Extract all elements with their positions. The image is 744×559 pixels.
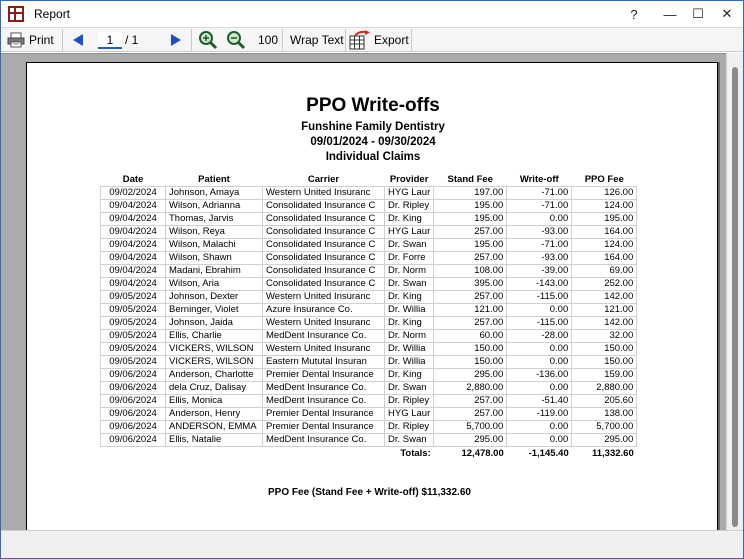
total-ppo-fee: 11,332.60 — [592, 448, 634, 460]
patient-cell: Johnson, Jaida — [166, 316, 263, 329]
carrier-cell: Consolidated Insurance C — [263, 199, 385, 212]
vertical-scrollbar[interactable] — [726, 53, 743, 530]
write-off-cell: 0.00 — [507, 212, 572, 225]
title-bar — [1, 1, 743, 27]
write-off-cell: 0.00 — [507, 303, 572, 316]
maximize-button[interactable]: ☐ — [692, 6, 704, 21]
ppo-fee-cell: 142.00 — [572, 316, 637, 329]
patient-cell: Ellis, Charlie — [166, 329, 263, 342]
carrier-cell: Western United Insuranc — [263, 186, 385, 199]
printer-icon — [7, 32, 25, 48]
write-off-cell: 0.00 — [507, 342, 572, 355]
ppo-fee-cell: 126.00 — [572, 186, 637, 199]
stand-fee-cell: 295.00 — [434, 433, 507, 446]
print-button[interactable] — [7, 28, 54, 52]
ppo-fee-cell: 2,880.00 — [572, 381, 637, 394]
table-row — [101, 342, 637, 355]
stand-fee-cell: 121.00 — [434, 303, 507, 316]
help-button[interactable]: ? — [630, 6, 638, 22]
claims-table-body — [101, 186, 637, 446]
provider-cell: Dr. Swan — [385, 277, 434, 290]
next-page-button[interactable] — [168, 28, 184, 52]
table-row — [101, 420, 637, 433]
column-header: Date — [122, 174, 144, 186]
carrier-cell: Premier Dental Insurance — [263, 407, 385, 420]
carrier-cell: Western United Insuranc — [263, 290, 385, 303]
carrier-cell: Premier Dental Insurance — [263, 368, 385, 381]
table-row — [101, 368, 637, 381]
patient-cell: Wilson, Reya — [166, 225, 263, 238]
write-off-cell: 0.00 — [507, 433, 572, 446]
write-off-cell: -71.00 — [507, 199, 572, 212]
report-app-icon — [8, 6, 24, 22]
date-cell: 09/04/2024 — [101, 277, 166, 290]
table-row — [101, 407, 637, 420]
date-cell: 09/04/2024 — [101, 238, 166, 251]
carrier-cell: Consolidated Insurance C — [263, 264, 385, 277]
scrollbar-thumb[interactable] — [732, 67, 738, 527]
write-off-cell: -115.00 — [507, 290, 572, 303]
wrap-text-button[interactable]: Wrap Text — [290, 33, 344, 47]
carrier-cell: MedDent Insurance Co. — [263, 394, 385, 407]
carrier-cell: Premier Dental Insurance — [263, 420, 385, 433]
write-off-cell: -143.00 — [507, 277, 572, 290]
date-cell: 09/04/2024 — [101, 264, 166, 277]
patient-cell: Ellis, Natalie — [166, 433, 263, 446]
patient-cell: Ellis, Monica — [166, 394, 263, 407]
column-header: Carrier — [307, 174, 340, 186]
date-cell: 09/06/2024 — [101, 368, 166, 381]
claims-table — [100, 174, 637, 461]
stand-fee-cell: 257.00 — [434, 225, 507, 238]
ppo-fee-cell: 252.00 — [572, 277, 637, 290]
stand-fee-cell: 2,880.00 — [434, 381, 507, 394]
patient-cell: Anderson, Henry — [166, 407, 263, 420]
ppo-fee-cell: 121.00 — [572, 303, 637, 316]
date-cell: 09/06/2024 — [101, 381, 166, 394]
close-button[interactable]: ✕ — [721, 6, 733, 21]
practice-name: Funshine Family Dentistry — [301, 121, 445, 133]
report-page — [26, 62, 718, 531]
patient-cell: Wilson, Adrianna — [166, 199, 263, 212]
current-page-input[interactable]: 1 — [98, 32, 122, 49]
column-header: Stand Fee — [447, 174, 493, 186]
table-row — [101, 381, 637, 394]
arrow-left-icon — [70, 32, 86, 48]
carrier-cell: Consolidated Insurance C — [263, 225, 385, 238]
toolbar — [1, 27, 743, 52]
export-button[interactable] — [349, 28, 409, 52]
provider-cell: Dr. Swan — [385, 433, 434, 446]
write-off-cell: -93.00 — [507, 225, 572, 238]
provider-cell: Dr. Norm — [385, 264, 434, 277]
stand-fee-cell: 395.00 — [434, 277, 507, 290]
patient-cell: Berninger, Violet — [166, 303, 263, 316]
carrier-cell: Western United Insuranc — [263, 316, 385, 329]
date-cell: 09/05/2024 — [101, 316, 166, 329]
carrier-cell: Azure Insurance Co. — [263, 303, 385, 316]
table-row — [101, 199, 637, 212]
zoom-in-button[interactable] — [198, 28, 218, 52]
date-cell: 09/05/2024 — [101, 303, 166, 316]
ppo-fee-cell: 195.00 — [572, 212, 637, 225]
write-off-cell: -119.00 — [507, 407, 572, 420]
carrier-cell: MedDent Insurance Co. — [263, 381, 385, 394]
totals-row — [101, 446, 637, 461]
patient-cell: Wilson, Aria — [166, 277, 263, 290]
print-label: Print — [29, 33, 54, 47]
zoom-out-button[interactable] — [226, 28, 246, 52]
column-header: Patient — [198, 174, 230, 186]
ppo-fee-cell: 124.00 — [572, 238, 637, 251]
patient-cell: VICKERS, WILSON — [166, 342, 263, 355]
date-cell: 09/02/2024 — [101, 186, 166, 199]
table-row — [101, 277, 637, 290]
ppo-fee-cell: 295.00 — [572, 433, 637, 446]
ppo-fee-cell: 124.00 — [572, 199, 637, 212]
table-row — [101, 264, 637, 277]
provider-cell: Dr. King — [385, 316, 434, 329]
stand-fee-cell: 195.00 — [434, 199, 507, 212]
write-off-cell: 0.00 — [507, 381, 572, 394]
table-header-row — [101, 174, 637, 186]
carrier-cell: MedDent Insurance Co. — [263, 433, 385, 446]
column-header: Provider — [389, 174, 429, 186]
carrier-cell: Consolidated Insurance C — [263, 277, 385, 290]
summary-value: $11,332.60 — [421, 487, 471, 498]
write-off-cell: -136.00 — [507, 368, 572, 381]
table-row — [101, 212, 637, 225]
stand-fee-cell: 257.00 — [434, 251, 507, 264]
column-header: PPO Fee — [584, 174, 624, 186]
patient-cell: Thomas, Jarvis — [166, 212, 263, 225]
patient-cell: Johnson, Dexter — [166, 290, 263, 303]
ppo-fee-cell: 138.00 — [572, 407, 637, 420]
provider-cell: Dr. Ripley — [385, 394, 434, 407]
ppo-fee-cell: 150.00 — [572, 342, 637, 355]
ppo-fee-summary — [268, 487, 471, 498]
table-row — [101, 290, 637, 303]
provider-cell: Dr. King — [385, 212, 434, 225]
provider-cell: Dr. Ripley — [385, 199, 434, 212]
stand-fee-cell: 257.00 — [434, 394, 507, 407]
date-cell: 09/05/2024 — [101, 355, 166, 368]
stand-fee-cell: 195.00 — [434, 212, 507, 225]
provider-cell: Dr. Willia — [385, 342, 434, 355]
date-cell: 09/06/2024 — [101, 394, 166, 407]
carrier-cell: Consolidated Insurance C — [263, 212, 385, 225]
zoom-reset-button[interactable]: 100 — [258, 33, 279, 47]
provider-cell: Dr. King — [385, 290, 434, 303]
minimize-button[interactable]: — — [663, 6, 677, 22]
patient-cell: ANDERSON, EMMA — [166, 420, 263, 433]
zoom-in-icon — [198, 30, 218, 50]
page-count: / 1 — [125, 33, 139, 47]
stand-fee-cell: 257.00 — [434, 290, 507, 303]
export-label: Export — [374, 33, 409, 47]
patient-cell: Wilson, Malachi — [166, 238, 263, 251]
ppo-fee-cell: 159.00 — [572, 368, 637, 381]
provider-cell: Dr. Norm — [385, 329, 434, 342]
totals-label: Totals: — [400, 448, 431, 460]
provider-cell: HYG Laur — [385, 186, 434, 199]
table-row — [101, 355, 637, 368]
write-off-cell: -71.00 — [507, 186, 572, 199]
table-row — [101, 238, 637, 251]
stand-fee-cell: 150.00 — [434, 342, 507, 355]
report-subtitle: Individual Claims — [325, 151, 421, 163]
table-row — [101, 433, 637, 446]
ppo-fee-cell: 32.00 — [572, 329, 637, 342]
carrier-cell: Consolidated Insurance C — [263, 238, 385, 251]
provider-cell: Dr. Ripley — [385, 420, 434, 433]
provider-cell: Dr. Swan — [385, 381, 434, 394]
date-cell: 09/04/2024 — [101, 251, 166, 264]
stand-fee-cell: 257.00 — [434, 407, 507, 420]
write-off-cell: -115.00 — [507, 316, 572, 329]
stand-fee-cell: 195.00 — [434, 238, 507, 251]
table-row — [101, 316, 637, 329]
write-off-cell: -28.00 — [507, 329, 572, 342]
ppo-fee-cell: 164.00 — [572, 225, 637, 238]
write-off-cell: -71.00 — [507, 238, 572, 251]
date-cell: 09/04/2024 — [101, 212, 166, 225]
previous-page-button[interactable] — [70, 28, 86, 52]
provider-cell: HYG Laur — [385, 407, 434, 420]
provider-cell: Dr. Forre — [385, 251, 434, 264]
date-cell: 09/06/2024 — [101, 420, 166, 433]
ppo-fee-cell: 150.00 — [572, 355, 637, 368]
table-row — [101, 186, 637, 199]
provider-cell: HYG Laur — [385, 225, 434, 238]
stand-fee-cell: 60.00 — [434, 329, 507, 342]
column-header: Write-off — [519, 174, 559, 186]
stand-fee-cell: 150.00 — [434, 355, 507, 368]
patient-cell: VICKERS, WILSON — [166, 355, 263, 368]
patient-cell: Anderson, Charlotte — [166, 368, 263, 381]
provider-cell: Dr. Swan — [385, 238, 434, 251]
table-row — [101, 329, 637, 342]
carrier-cell: Eastern Mututal Insuran — [263, 355, 385, 368]
stand-fee-cell: 257.00 — [434, 316, 507, 329]
window-title: Report — [34, 7, 71, 21]
date-cell: 09/04/2024 — [101, 199, 166, 212]
arrow-right-icon — [168, 32, 184, 48]
summary-label: PPO Fee (Stand Fee + Write-off) — [268, 487, 419, 498]
write-off-cell: -93.00 — [507, 251, 572, 264]
provider-cell: Dr. Willia — [385, 303, 434, 316]
total-write-off: -1,145.40 — [528, 448, 569, 460]
write-off-cell: 0.00 — [507, 355, 572, 368]
report-title: PPO Write-offs — [306, 95, 440, 116]
table-row — [101, 394, 637, 407]
table-row — [101, 303, 637, 316]
table-row — [101, 225, 637, 238]
write-off-cell: 0.00 — [507, 420, 572, 433]
carrier-cell: MedDent Insurance Co. — [263, 329, 385, 342]
status-bar — [1, 530, 743, 558]
ppo-fee-cell: 142.00 — [572, 290, 637, 303]
write-off-cell: -39.00 — [507, 264, 572, 277]
ppo-fee-cell: 69.00 — [572, 264, 637, 277]
provider-cell: Dr. Willia — [385, 355, 434, 368]
date-cell: 09/04/2024 — [101, 225, 166, 238]
date-cell: 09/06/2024 — [101, 407, 166, 420]
stand-fee-cell: 197.00 — [434, 186, 507, 199]
date-cell: 09/05/2024 — [101, 342, 166, 355]
ppo-fee-cell: 164.00 — [572, 251, 637, 264]
patient-cell: Wilson, Shawn — [166, 251, 263, 264]
report-viewer — [1, 53, 743, 530]
total-stand-fee: 12,478.00 — [461, 448, 504, 460]
zoom-out-icon — [226, 30, 246, 50]
write-off-cell: -51.40 — [507, 394, 572, 407]
stand-fee-cell: 5,700.00 — [434, 420, 507, 433]
provider-cell: Dr. King — [385, 368, 434, 381]
patient-cell: dela Cruz, Dalisay — [166, 381, 263, 394]
date-range: 09/01/2024 - 09/30/2024 — [310, 136, 436, 148]
date-cell: 09/06/2024 — [101, 433, 166, 446]
carrier-cell: Consolidated Insurance C — [263, 251, 385, 264]
export-icon — [349, 30, 371, 50]
stand-fee-cell: 295.00 — [434, 368, 507, 381]
patient-cell: Madani, Ebrahim — [166, 264, 263, 277]
ppo-fee-cell: 205.60 — [572, 394, 637, 407]
carrier-cell: Western United Insuranc — [263, 342, 385, 355]
stand-fee-cell: 108.00 — [434, 264, 507, 277]
ppo-fee-cell: 5,700.00 — [572, 420, 637, 433]
table-row — [101, 251, 637, 264]
date-cell: 09/05/2024 — [101, 329, 166, 342]
date-cell: 09/05/2024 — [101, 290, 166, 303]
patient-cell: Johnson, Amaya — [166, 186, 263, 199]
